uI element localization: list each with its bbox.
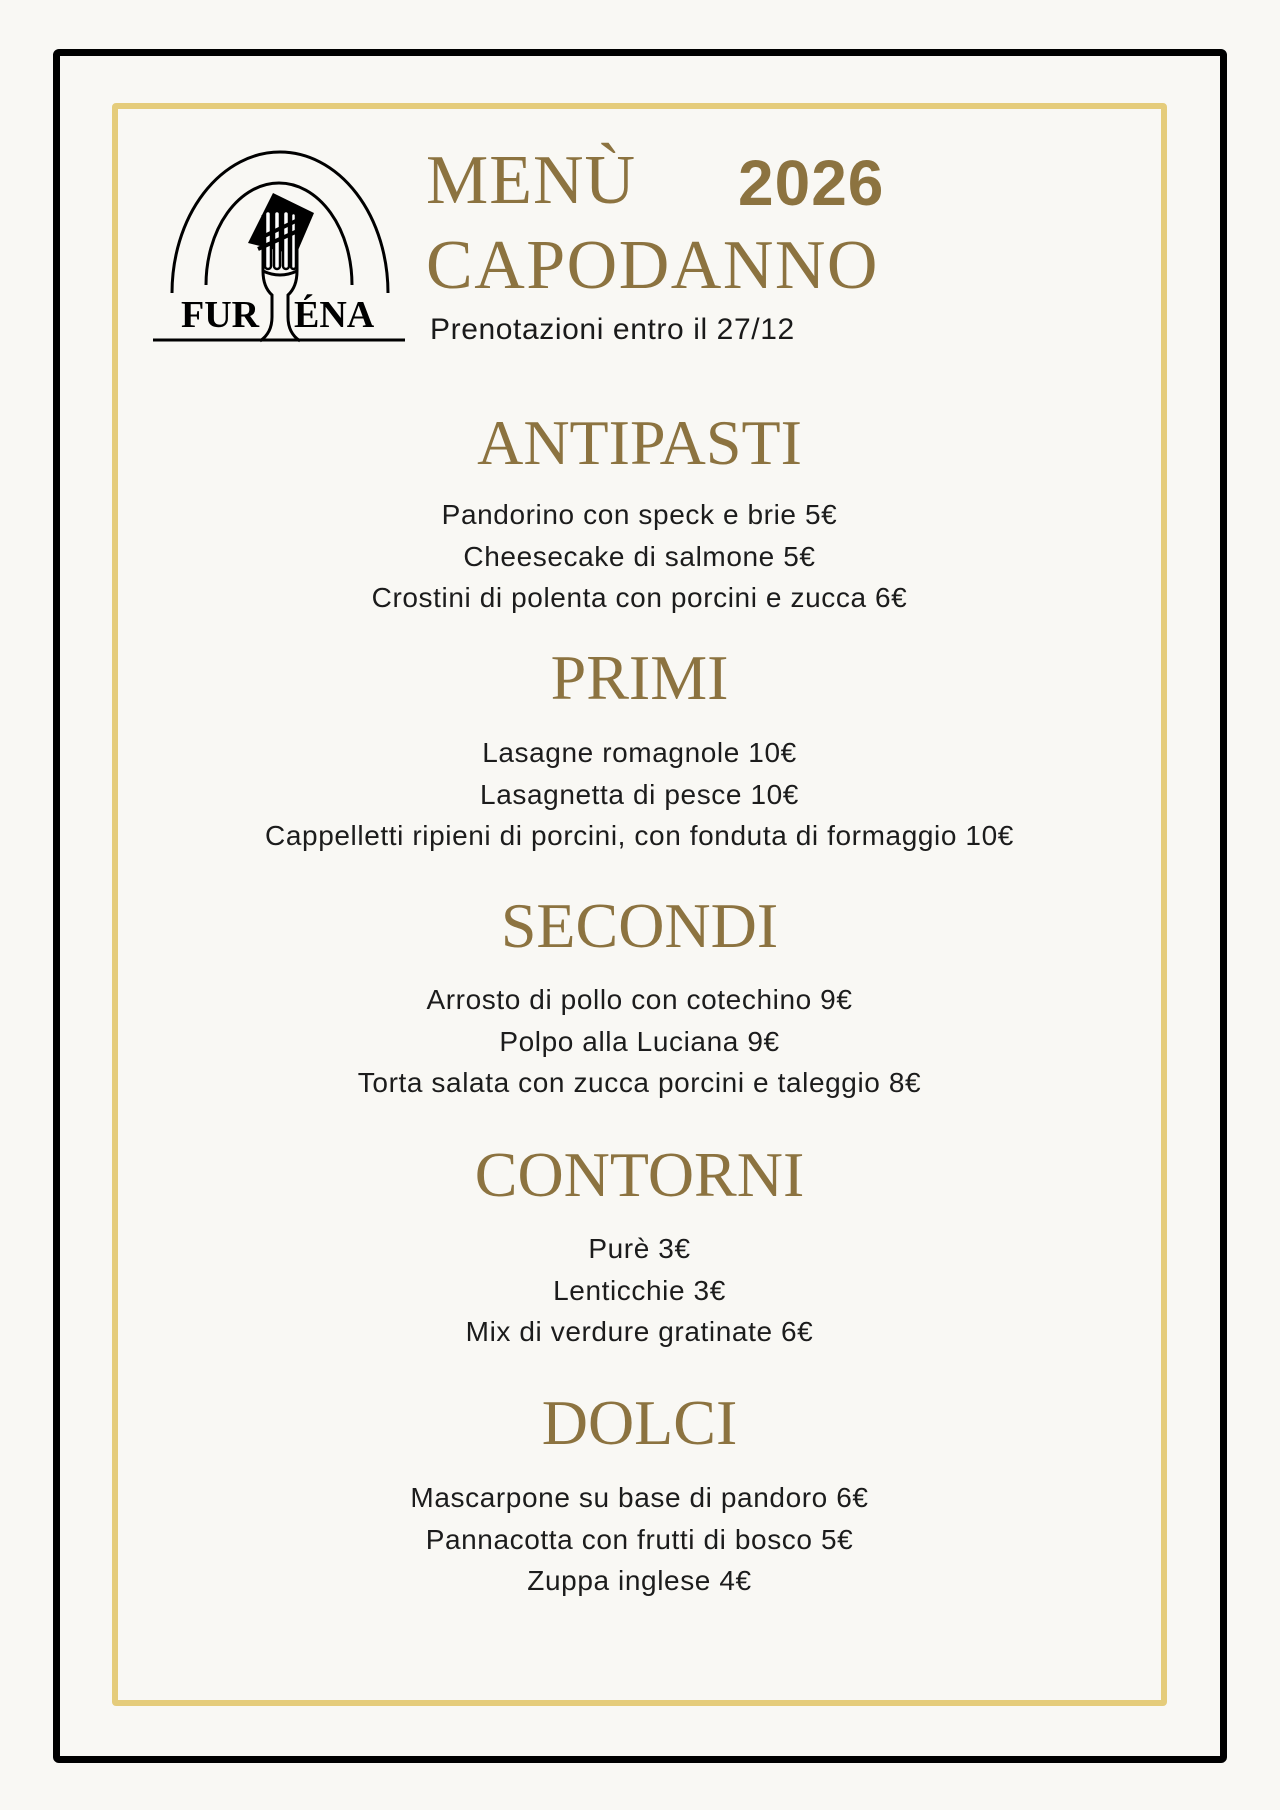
section-heading-primi: PRIMI: [550, 642, 729, 713]
section-list-antipasti: [112, 494, 1167, 619]
menu-item: Torta salata con zucca porcini e taleggio 8€: [357, 1067, 922, 1098]
section-heading-dolci: DOLCI: [541, 1387, 738, 1458]
menu-item: Lasagnetta di pesce 10€: [480, 778, 799, 810]
menu-item: Crostini di polenta con porcini e zucca 6€: [371, 582, 908, 613]
section-heading-antipasti: ANTIPASTI: [477, 407, 802, 478]
menu-item: Pandorino con speck e brie 5€: [441, 499, 838, 530]
menu-item: Mix di verdure gratinate 6€: [465, 1316, 814, 1347]
menu-item: Zuppa inglese 4€: [527, 1565, 752, 1596]
menu-item: Cheesecake di salmone 5€: [463, 540, 816, 572]
menu-item: Polpo alla Luciana 9€: [499, 1025, 780, 1057]
furena-logo: [150, 145, 410, 345]
section-list-primi: [112, 732, 1167, 857]
menu-item: Pannacotta con frutti di bosco 5€: [425, 1523, 854, 1555]
menu-item: Mascarpone su base di pandoro 6€: [410, 1482, 869, 1513]
menu-item: Arrosto di pollo con cotechino 9€: [426, 984, 853, 1015]
logo-text-right: ÉNA: [294, 294, 375, 336]
reservation-note: Prenotazioni entro il 27/12: [430, 313, 795, 346]
section-list-contorni: [112, 1228, 1167, 1353]
logo-text-left: FUR: [181, 294, 260, 336]
menu-item: Lenticchie 3€: [553, 1274, 726, 1306]
menu-item: Cappelletti ripieni di porcini, con fonduta di formaggio 10€: [265, 820, 1014, 851]
menu-item: Lasagne romagnole 10€: [482, 737, 797, 768]
title-menu: MENÙ: [426, 142, 637, 219]
title-capodanno: CAPODANNO: [426, 227, 879, 304]
menu-item: Purè 3€: [588, 1233, 691, 1264]
section-heading-secondi: SECONDI: [500, 890, 779, 961]
section-heading-contorni: CONTORNI: [474, 1139, 805, 1210]
section-list-secondi: [112, 979, 1167, 1104]
title-year: 2026: [738, 147, 885, 219]
section-list-dolci: [112, 1477, 1167, 1602]
